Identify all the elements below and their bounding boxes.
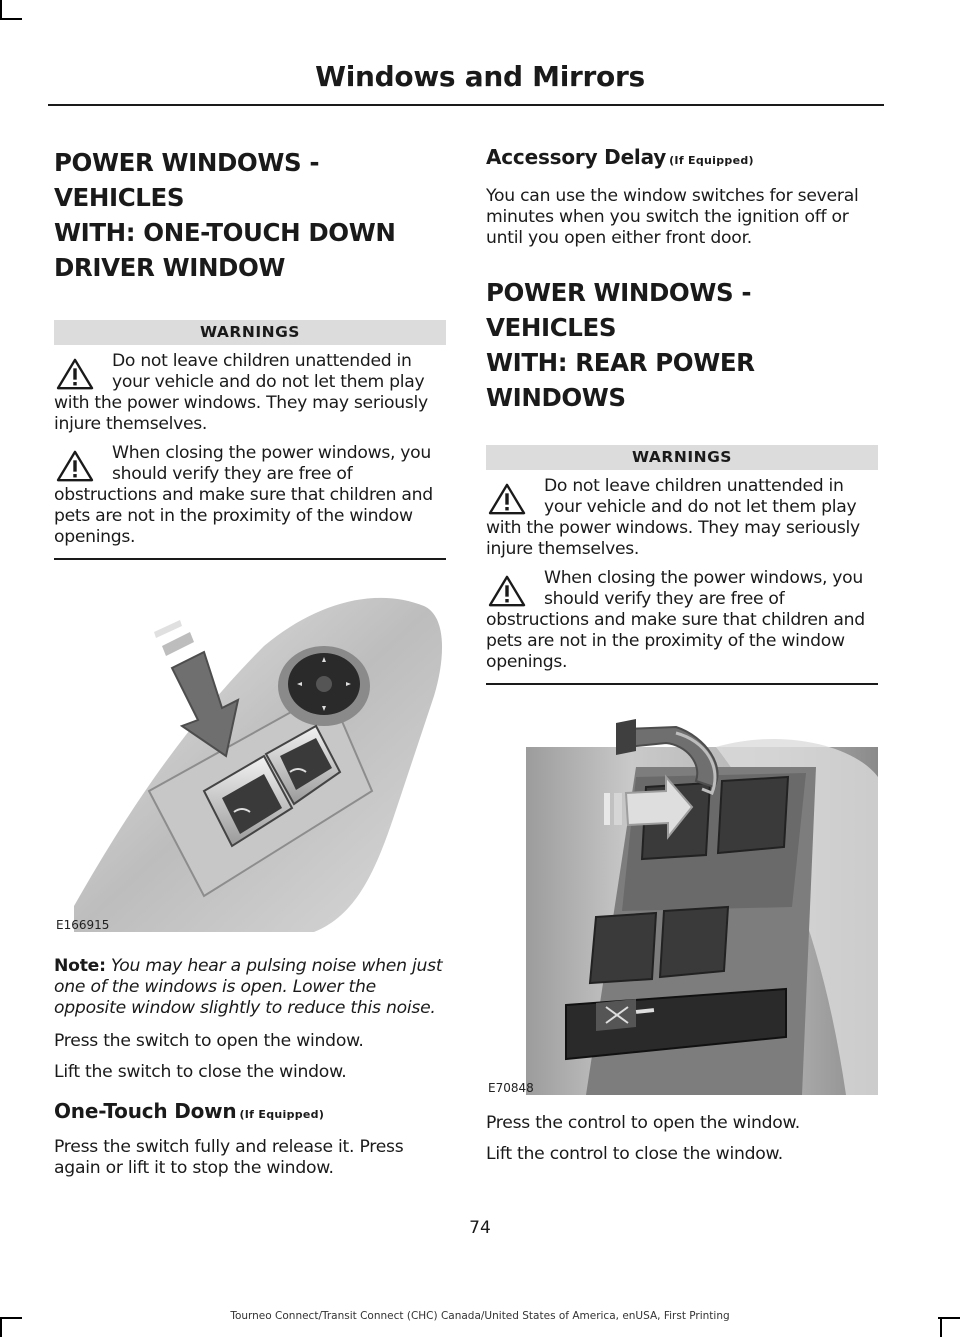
warning-text: Do not leave children unattended in your vehicle and do not let them play with the power windows. They may seriously injure themselves. (486, 476, 860, 559)
warning-text: When closing the power windows, you should verify they are free of obstructions and make sure that children and pets are not in the proximity of the window openings. (486, 568, 865, 672)
body-paragraph: Press the control to open the window. (486, 1113, 800, 1133)
subheading-text: Accessory Delay (486, 145, 667, 169)
body-paragraph: Lift the switch to close the window. (54, 1062, 347, 1082)
left-column (54, 145, 446, 1179)
footer-text: Tourneo Connect/Transit Connect (CHC) Canada/United States of America, enUSA, First Printing (230, 1310, 730, 1322)
right-column (486, 145, 878, 1165)
rear-window-switch-illustration (486, 707, 878, 1095)
heading-line: WITH: ONE-TOUCH DOWN (54, 218, 396, 247)
heading-line: POWER WINDOWS - VEHICLES (54, 148, 320, 212)
note-paragraph (54, 956, 446, 1019)
warnings-title: WARNINGS (54, 320, 446, 345)
warning-text: When closing the power windows, you should verify they are free of obstructions and make sure that children and pets are not in the proximity of the window openings. (54, 443, 433, 547)
heading-line: WITH: REAR POWER (486, 348, 755, 377)
warning-item (54, 443, 446, 548)
warning-triangle-icon (488, 482, 526, 516)
subheading (54, 1099, 446, 1123)
subheading-qualifier: (If Equipped) (669, 154, 754, 167)
heading-line: DRIVER WINDOW (54, 253, 286, 282)
warning-item (486, 476, 878, 560)
crop-mark (0, 18, 22, 20)
note-text: You may hear a pulsing noise when just one of the windows is open. Lower the opposite window slightly to reduce this noise. (54, 956, 443, 1018)
warning-text: Do not leave children unattended in your vehicle and do not let them play with the power windows. They may seriously injure themselves. (54, 351, 428, 434)
warning-item (486, 568, 878, 673)
heading-line: WINDOWS (486, 383, 626, 412)
figure-label: E70848 (488, 1081, 534, 1095)
page-title: Windows and Mirrors (315, 60, 645, 93)
warning-triangle-icon (56, 449, 94, 483)
body-paragraph: Lift the control to close the window. (486, 1144, 783, 1164)
header-rule (48, 104, 884, 106)
heading-line: POWER WINDOWS - VEHICLES (486, 278, 752, 342)
subheading-qualifier: (If Equipped) (239, 1108, 325, 1121)
warnings-title: WARNINGS (486, 445, 878, 470)
warnings-end-rule (486, 683, 878, 685)
body-paragraph: Press the switch fully and release it. Press again or lift it to stop the window. (54, 1137, 404, 1178)
rear-switch-panel-illustration (486, 707, 878, 1095)
section-heading (54, 145, 446, 285)
warnings-end-rule (54, 558, 446, 560)
section-heading (486, 275, 878, 415)
figure-label: E166915 (56, 918, 110, 932)
page-number: 74 (469, 1218, 491, 1238)
door-panel-illustration (54, 576, 446, 932)
warning-item (54, 351, 446, 435)
subheading (486, 145, 878, 169)
body-paragraph: You can use the window switches for several minutes when you switch the ignition off or until you open either front door. (486, 186, 859, 248)
window-switch-illustration (54, 576, 446, 932)
note-label: Note: (54, 956, 106, 976)
crop-mark (0, 0, 2, 20)
warning-triangle-icon (488, 574, 526, 608)
subheading-text: One-Touch Down (54, 1099, 237, 1123)
body-paragraph: Press the switch to open the window. (54, 1031, 364, 1051)
warning-triangle-icon (56, 357, 94, 391)
